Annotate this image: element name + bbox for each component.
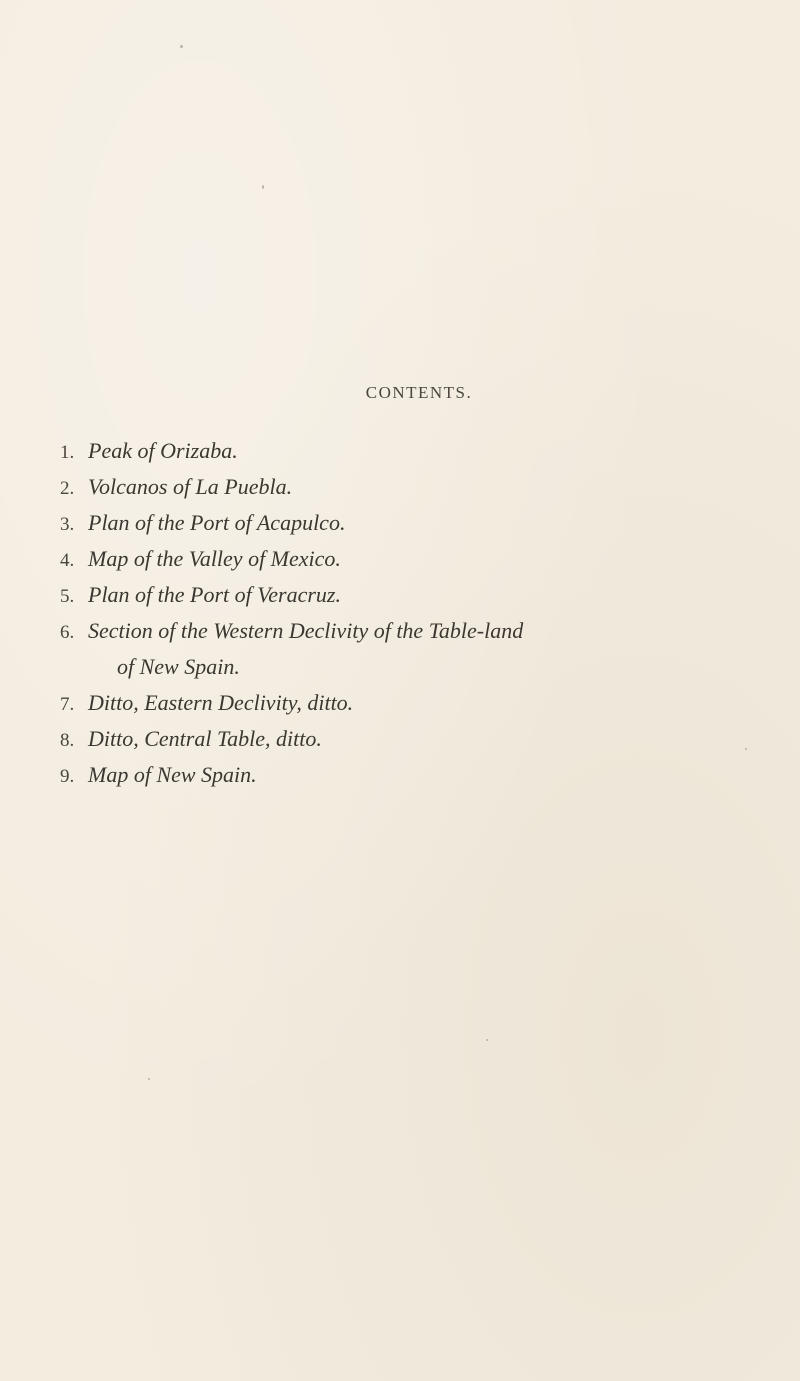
entry-continuation: of New Spain. (117, 654, 240, 679)
entry-title: Section of the Western Declivity of the Table-land (88, 618, 524, 643)
entry-number: 9. (60, 766, 75, 787)
entry-title: Peak of Orizaba. (88, 438, 238, 463)
entry-number: 3. (60, 514, 75, 535)
entry-title: Ditto, Eastern Declivity, ditto. (88, 690, 354, 715)
entry-number: 4. (60, 550, 75, 571)
contents-entry (60, 509, 345, 539)
paper-speck (148, 1078, 150, 1080)
contents-entry (60, 581, 341, 611)
contents-heading: CONTENTS. (365, 383, 473, 402)
contents-entry (60, 437, 238, 467)
entry-number: 5. (60, 586, 75, 607)
entry-title: Plan of the Port of Acapulco. (88, 510, 346, 535)
contents-entry (60, 761, 257, 791)
entry-title: Map of New Spain. (88, 762, 257, 787)
paper-speck (262, 185, 264, 189)
contents-entry (60, 725, 322, 755)
contents-entry (60, 617, 523, 647)
entry-number: 6. (60, 622, 75, 643)
contents-entry (60, 473, 292, 503)
entry-title: Volcanos of La Puebla. (88, 474, 293, 499)
entry-title: Ditto, Central Table, ditto. (88, 726, 322, 751)
paper-speck (745, 748, 747, 750)
paper-speck (486, 1039, 488, 1041)
entry-number: 8. (60, 730, 75, 751)
contents-entry (60, 689, 353, 719)
entry-number: 2. (60, 478, 75, 499)
contents-entry (60, 545, 341, 575)
entry-number: 1. (60, 442, 75, 463)
entry-title: Plan of the Port of Veracruz. (88, 582, 341, 607)
paper-speck (180, 45, 183, 48)
entry-title: Map of the Valley of Mexico. (88, 546, 341, 571)
entry-number: 7. (60, 694, 75, 715)
